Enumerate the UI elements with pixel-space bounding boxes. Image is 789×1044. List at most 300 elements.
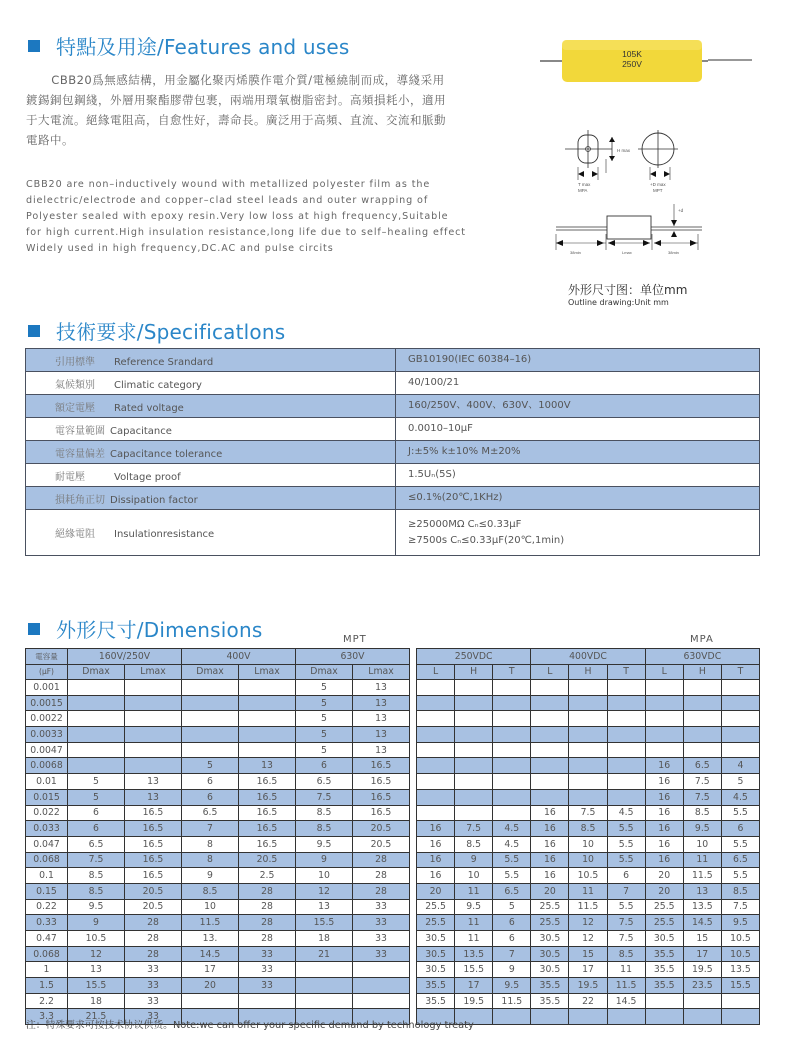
dimension-cell [607, 695, 645, 711]
mpt-sub-header: Lmax [239, 664, 296, 680]
dimension-cell: 7 [607, 883, 645, 899]
dimension-cell: 33 [353, 946, 410, 962]
capacitance-cell: 0.15 [26, 883, 68, 899]
dimensions-heading [28, 614, 262, 643]
dimension-cell: 13.5 [683, 899, 721, 915]
dimension-cell: 33 [125, 962, 182, 978]
dimension-cell: 6 [182, 774, 239, 790]
table-row [417, 978, 760, 994]
dimension-cell: 7.5 [721, 899, 759, 915]
dimension-cell: 16.5 [239, 836, 296, 852]
mpt-sub-header: Dmax [296, 664, 353, 680]
dimension-cell [569, 711, 607, 727]
dimension-cell: 6.5 [683, 758, 721, 774]
dimension-cell [239, 680, 296, 696]
table-row [417, 774, 760, 790]
spec-key [26, 510, 396, 556]
dimension-cell: 10.5 [721, 931, 759, 947]
dimension-cell: 16.5 [353, 774, 410, 790]
dimension-cell: 7 [182, 821, 239, 837]
h-max-label: H max [617, 148, 631, 153]
dimension-cell: 13 [68, 962, 125, 978]
dimension-cell [531, 680, 569, 696]
dimension-cell: 30.5 [645, 931, 683, 947]
mpa-sub-header: H [569, 664, 607, 680]
mpa-sub-header: L [645, 664, 683, 680]
dimension-cell: 25.5 [645, 899, 683, 915]
table-row [26, 774, 410, 790]
dimension-cell: 13 [296, 899, 353, 915]
spec-row [26, 510, 760, 556]
table-row [26, 711, 410, 727]
dimension-cell: 5.5 [493, 868, 531, 884]
features-title: 特點及用途/Features and uses [56, 35, 350, 59]
spec-key-cn: 氣候類別 [55, 379, 95, 391]
dimension-cell: 20.5 [239, 852, 296, 868]
dimension-cell: 16.5 [125, 852, 182, 868]
dimension-cell: 14.5 [683, 915, 721, 931]
spec-row [26, 372, 760, 395]
dimension-cell: 5 [296, 742, 353, 758]
dimension-cell: 16 [531, 852, 569, 868]
dimension-cell: 35.5 [531, 993, 569, 1009]
spec-row [26, 349, 760, 372]
dimension-cell [417, 758, 455, 774]
capacitance-unit-header: (μF) [26, 664, 68, 680]
capacitance-cell: 0.022 [26, 805, 68, 821]
dimension-cell: 4.5 [721, 789, 759, 805]
dimension-cell: 8.5 [569, 821, 607, 837]
dimension-cell: 16 [417, 836, 455, 852]
dimension-cell [417, 695, 455, 711]
dimension-cell: 8.5 [296, 821, 353, 837]
dimension-cell: 10.5 [68, 931, 125, 947]
dimension-cell: 16 [645, 789, 683, 805]
capacitance-cell: 0.0068 [26, 758, 68, 774]
table-row [26, 821, 410, 837]
dimension-cell: 19.5 [455, 993, 493, 1009]
dimension-cell: 5 [296, 727, 353, 743]
capacitance-cell: 2.2 [26, 993, 68, 1009]
dimension-cell [531, 695, 569, 711]
dimension-cell [569, 774, 607, 790]
dimension-cell: 10 [569, 852, 607, 868]
dimension-cell [417, 680, 455, 696]
dimension-cell: 28 [125, 946, 182, 962]
dimension-cell: 9.5 [68, 899, 125, 915]
dimension-cell: 30.5 [417, 946, 455, 962]
dimension-cell: 7.5 [607, 915, 645, 931]
dimension-cell [182, 742, 239, 758]
dimension-cell: 4.5 [607, 805, 645, 821]
dimension-cell: 30.5 [531, 946, 569, 962]
dimension-cell: 11 [455, 931, 493, 947]
mpa-dimensions-table [416, 648, 760, 1025]
capacitance-cell: 0.0022 [26, 711, 68, 727]
spec-value-text: ≥25000MΩ Cₙ≤0.33μF [408, 518, 522, 530]
capacitance-cell: 0.22 [26, 899, 68, 915]
spec-value [396, 372, 760, 395]
t-max-label: T max [578, 182, 591, 187]
dimension-cell: 13 [125, 789, 182, 805]
dimension-cell [721, 993, 759, 1009]
spec-key-cn: 電容量範圍 [55, 425, 105, 437]
spec-value [396, 487, 760, 510]
table-row [26, 931, 410, 947]
spec-key-cn: 絕緣電阻 [55, 529, 95, 540]
table-row [417, 727, 760, 743]
mpt-sub-header: Dmax [182, 664, 239, 680]
dimension-cell: 10 [182, 899, 239, 915]
drawing-caption-en: Outline drawing:Unit mm [568, 298, 669, 307]
spec-value [396, 418, 760, 441]
dimension-cell: 28 [353, 868, 410, 884]
table-row [417, 742, 760, 758]
dimension-cell [607, 711, 645, 727]
dimension-cell: 8.5 [68, 883, 125, 899]
dimension-cell [721, 711, 759, 727]
dimension-cell: 5 [296, 711, 353, 727]
spec-value [396, 441, 760, 464]
spec-row [26, 464, 760, 487]
dimension-cell: 25.5 [417, 915, 455, 931]
dimension-cell: 13 [353, 680, 410, 696]
dimension-cell: 11 [607, 962, 645, 978]
spec-key-en: Voltage proof [114, 471, 181, 483]
dimension-cell [182, 727, 239, 743]
spec-key [26, 487, 396, 510]
drawing-caption-cn: 外形尺寸图：单位mm [568, 283, 688, 297]
dimension-cell: 28 [239, 883, 296, 899]
dimension-cell: 8.5 [68, 868, 125, 884]
spec-value [396, 395, 760, 418]
dimension-cell: 20 [182, 978, 239, 994]
dimension-cell [683, 727, 721, 743]
dimension-cell: 6 [296, 758, 353, 774]
dimension-cell [607, 727, 645, 743]
dimension-cell [125, 742, 182, 758]
dimension-cell: 16.5 [239, 789, 296, 805]
dimension-cell: 10.5 [569, 868, 607, 884]
capacitance-cell: 0.068 [26, 946, 68, 962]
table-row [26, 915, 410, 931]
dimension-cell [569, 680, 607, 696]
dimension-cell [68, 742, 125, 758]
dimension-cell: 20 [645, 868, 683, 884]
spec-key-cn: 損耗角正切 [55, 494, 105, 506]
dimension-cell: 8 [182, 852, 239, 868]
dimension-cell: 20.5 [353, 821, 410, 837]
mpt-sub-header: Lmax [125, 664, 182, 680]
dimension-cell [417, 774, 455, 790]
dimension-cell [353, 978, 410, 994]
dimension-cell [125, 758, 182, 774]
dimension-cell: 15 [683, 931, 721, 947]
dimension-cell: 11.5 [683, 868, 721, 884]
spec-key [26, 441, 396, 464]
dimension-cell: 5.5 [721, 868, 759, 884]
dimension-cell: 7.5 [683, 774, 721, 790]
table-row [26, 758, 410, 774]
dimension-cell: 16 [645, 758, 683, 774]
dimension-cell: 12 [569, 915, 607, 931]
dimension-cell [493, 758, 531, 774]
dimension-cell [353, 993, 410, 1009]
dimension-cell: 10 [569, 836, 607, 852]
spec-value-text: 40/100/21 [408, 377, 460, 388]
dimension-cell: 14.5 [182, 946, 239, 962]
dimension-cell: 20 [645, 883, 683, 899]
dimension-cell [569, 758, 607, 774]
spec-value-text: ≤0.1%(20℃,1KHz) [408, 492, 503, 503]
dimension-cell: 8 [182, 836, 239, 852]
dimension-cell [239, 711, 296, 727]
dimension-cell: 7.5 [569, 805, 607, 821]
mpt-sub-header: Lmax [353, 664, 410, 680]
dimension-cell: 5 [296, 695, 353, 711]
dimension-cell: 33 [353, 899, 410, 915]
mpa-sub-header-row [417, 664, 760, 680]
mpt-sub-header: Dmax [68, 664, 125, 680]
dimension-cell: 8.5 [455, 836, 493, 852]
dimension-cell: 7.5 [68, 852, 125, 868]
table-row [417, 680, 760, 696]
mpt-voltage-header: 630V [296, 649, 410, 665]
dimension-cell: 16 [531, 821, 569, 837]
dimension-cell [569, 742, 607, 758]
dimension-cell: 5.5 [607, 852, 645, 868]
mpt-dimensions-table [25, 648, 410, 1025]
dimension-cell: 21.5 [68, 1009, 125, 1025]
table-row [26, 695, 410, 711]
dimension-cell [455, 805, 493, 821]
dimension-cell: 16 [645, 852, 683, 868]
dimension-cell: 16.5 [353, 805, 410, 821]
dimension-cell: 35.5 [417, 978, 455, 994]
dimension-cell: 10 [683, 836, 721, 852]
dimension-cell: 7.5 [683, 789, 721, 805]
spec-key [26, 349, 396, 372]
dimension-cell: 20.5 [353, 836, 410, 852]
dimension-cell: 28 [353, 852, 410, 868]
features-heading [28, 31, 350, 60]
dimension-cell: 16.5 [125, 821, 182, 837]
dimension-cell: 30.5 [417, 962, 455, 978]
dimension-cell: 25.5 [417, 899, 455, 915]
dimension-cell [493, 789, 531, 805]
dimension-cell [645, 711, 683, 727]
dimension-cell: 7.5 [607, 931, 645, 947]
dimension-cell: 13 [683, 883, 721, 899]
capacitor-marking-1: 105K [622, 49, 642, 59]
square-bullet-icon [28, 40, 40, 52]
spec-value [396, 464, 760, 487]
dimension-cell: 13 [353, 695, 410, 711]
dimension-cell [353, 962, 410, 978]
dimension-cell: 28 [125, 931, 182, 947]
dimension-cell: 28 [239, 931, 296, 947]
dimension-cell: 30.5 [417, 931, 455, 947]
dimension-cell: 2.5 [239, 868, 296, 884]
dimension-cell [531, 1009, 569, 1025]
dimension-cell: 15.5 [455, 962, 493, 978]
table-row [417, 711, 760, 727]
dimension-cell: 35.5 [531, 978, 569, 994]
capacitance-cell: 0.01 [26, 774, 68, 790]
table-row [417, 946, 760, 962]
spec-row [26, 487, 760, 510]
dimension-cell: 5 [182, 758, 239, 774]
dimension-cell: 7.5 [296, 789, 353, 805]
dimension-cell: 16.5 [125, 868, 182, 884]
spec-row [26, 395, 760, 418]
mpt-drawing-label: MPT [653, 188, 663, 193]
dimension-cell [296, 978, 353, 994]
footnote: 注：特殊要求可按技术协议供货。Note:we can offer your specific demand by technology treaty [26, 1020, 474, 1031]
dimension-cell: 16 [531, 836, 569, 852]
spec-key-en: Insulationresistance [114, 529, 215, 540]
table-row [417, 836, 760, 852]
spec-value-text-2: ≥7500s Cₙ≤0.33μF(20℃,1min) [408, 534, 565, 546]
dimension-cell: 6 [607, 868, 645, 884]
specifications-title: 技術要求/Specificatlons [56, 320, 286, 344]
dimension-cell [455, 774, 493, 790]
dimension-cell: 13 [125, 774, 182, 790]
dimension-cell: 13 [353, 742, 410, 758]
table-row [26, 993, 410, 1009]
table-row [417, 805, 760, 821]
spec-value-text: 160/250V、400V、630V、1000V [408, 400, 571, 411]
dimension-cell: 7 [493, 946, 531, 962]
dimension-cell [607, 680, 645, 696]
dimension-cell: 11.5 [607, 978, 645, 994]
mpa-voltage-header: 250VDC [417, 649, 531, 665]
table-row [26, 868, 410, 884]
d-max-label: +D max [650, 182, 666, 187]
dimension-cell [683, 695, 721, 711]
dimension-cell: 16 [645, 774, 683, 790]
dimension-cell [645, 993, 683, 1009]
mpt-group-header-row [26, 649, 410, 665]
dimension-cell: 10 [455, 868, 493, 884]
table-row [417, 868, 760, 884]
dimension-cell [493, 695, 531, 711]
dimension-cell [239, 993, 296, 1009]
dimension-cell [569, 695, 607, 711]
dimension-cell [607, 758, 645, 774]
spec-key-en: Capacitance [110, 425, 172, 437]
dimension-cell: 9.5 [493, 978, 531, 994]
dimension-cell [645, 727, 683, 743]
dimension-cell: 5.5 [607, 899, 645, 915]
dimension-cell [493, 680, 531, 696]
dimension-cell: 25.5 [531, 899, 569, 915]
dimension-cell [417, 805, 455, 821]
dimension-cell [531, 789, 569, 805]
dimension-cell: 11.5 [493, 993, 531, 1009]
capacitance-cell: 0.015 [26, 789, 68, 805]
capacitor-marking-2: 250V [622, 59, 642, 69]
table-row [26, 789, 410, 805]
capacitance-cell: 0.001 [26, 680, 68, 696]
dimension-cell: 9 [455, 852, 493, 868]
dimension-cell [239, 742, 296, 758]
table-row [417, 915, 760, 931]
dimension-cell [607, 1009, 645, 1025]
dimension-cell: 20 [417, 883, 455, 899]
dimension-cell: 9 [182, 868, 239, 884]
dimension-cell: 9 [493, 962, 531, 978]
dimension-cell [607, 774, 645, 790]
mpa-sub-header: L [531, 664, 569, 680]
dimension-cell: 35.5 [417, 993, 455, 1009]
spec-key-cn: 引用標準 [55, 356, 95, 368]
spec-value-text: 0.0010–10μF [408, 423, 473, 434]
dimension-cell: 15 [569, 946, 607, 962]
dimension-cell: 21 [296, 946, 353, 962]
dimension-cell: 35.5 [645, 962, 683, 978]
dimension-cell: 18 [296, 931, 353, 947]
dimension-cell [683, 1009, 721, 1025]
dimension-cell [531, 742, 569, 758]
dimension-cell: 16 [645, 821, 683, 837]
dimension-cell: 33 [125, 1009, 182, 1025]
dimension-cell: 33 [353, 931, 410, 947]
dimension-cell [531, 711, 569, 727]
dimension-cell [607, 742, 645, 758]
capacitance-cell: 1.5 [26, 978, 68, 994]
dimension-cell: 16.5 [125, 836, 182, 852]
table-row [26, 899, 410, 915]
dimension-cell: 20 [531, 883, 569, 899]
dimension-cell [125, 727, 182, 743]
table-row [26, 805, 410, 821]
dimension-cell: 17 [182, 962, 239, 978]
dimension-cell [569, 727, 607, 743]
spec-key [26, 464, 396, 487]
dimension-cell [455, 758, 493, 774]
dimension-cell: 25.5 [645, 915, 683, 931]
capacitance-cell: 0.047 [26, 836, 68, 852]
table-row [417, 883, 760, 899]
dimension-cell: 33 [353, 915, 410, 931]
dimension-cell: 9 [296, 852, 353, 868]
dimension-cell: 16 [417, 868, 455, 884]
dimension-cell [417, 742, 455, 758]
table-row [417, 962, 760, 978]
capacitance-cell: 0.033 [26, 821, 68, 837]
dimension-cell: 12 [68, 946, 125, 962]
dimension-cell: 4.5 [493, 821, 531, 837]
mpt-voltage-header: 400V [182, 649, 296, 665]
dimension-cell [645, 1009, 683, 1025]
dimension-cell: 13.5 [721, 962, 759, 978]
dimension-cell [417, 711, 455, 727]
dimension-cell: 5.5 [607, 836, 645, 852]
dimension-cell: 17 [683, 946, 721, 962]
table-row [417, 758, 760, 774]
dimension-cell: 23.5 [683, 978, 721, 994]
mpa-voltage-header: 400VDC [531, 649, 645, 665]
mpt-sub-header-row [26, 664, 410, 680]
dimension-cell [569, 789, 607, 805]
dimension-cell [455, 742, 493, 758]
dimension-cell [182, 993, 239, 1009]
lead-d-label: +d [678, 208, 684, 213]
dimension-cell [721, 695, 759, 711]
dimension-cell: 16 [645, 805, 683, 821]
dimension-cell: 28 [353, 883, 410, 899]
